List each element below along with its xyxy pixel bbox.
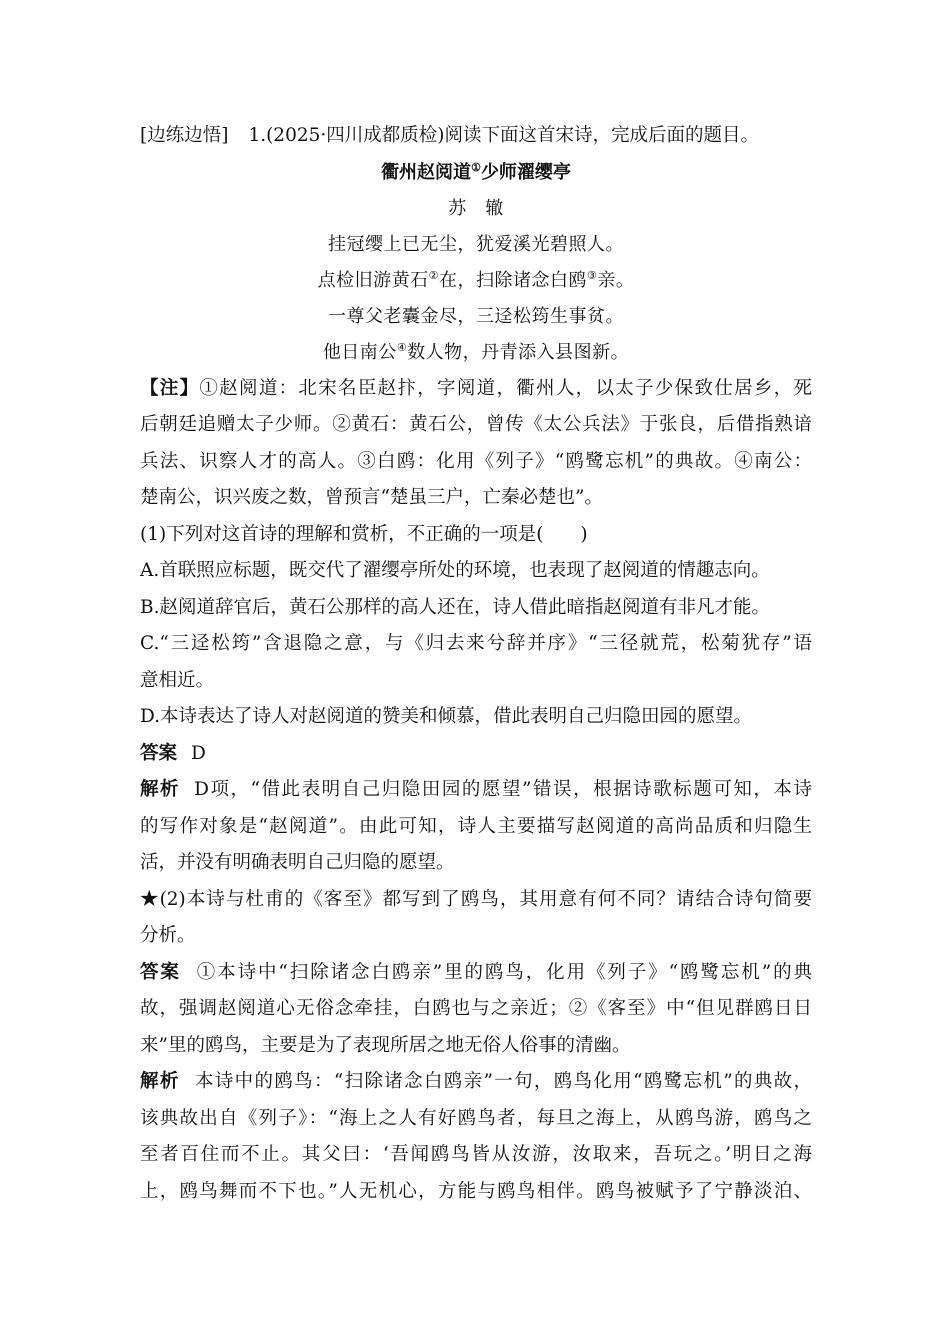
q2-analysis-line-2: 该典故出自《列子》：“海上之人有好鸥鸟者，每旦之海上，从鸥鸟游，鸥鸟之 (140, 1107, 812, 1129)
q1-option-c-line-1: C.“三迳松筠”含退隐之意，与《归去来兮辞并序》“三径就荒，松菊犹存”语 (140, 633, 812, 654)
note-label: 【注】 (140, 377, 200, 399)
q1-option-d: D.本诗表达了诗人对赵阅道的赞美和倾慕，借此表明自己归隐田园的愿望。 (140, 706, 753, 727)
answer-label: 答案 (140, 961, 181, 983)
q1-option-b: B.赵阅道辞官后，黄石公那样的高人还在，诗人借此暗指赵阅道有非凡才能。 (140, 596, 770, 618)
q2-analysis-line-3: 至者百住而不止。其父曰：‘吾闻鸥鸟皆从汝游，汝取来，吾玩之。’明日之海 (140, 1144, 812, 1165)
q1-analysis-line-1: 解析 D项，“借此表明自己归隐田园的愿望”错误，根据诗歌标题可知，本诗 (140, 779, 812, 800)
section-tag: [边练边悟] (140, 125, 229, 146)
q2-answer-line-2: 故，强调赵阅道心无俗念牵挂，白鸥也与之亲近；②《客至》中“但见群鸥日日 (140, 998, 812, 1019)
note-line-1: 【注】①赵阅道：北宋名臣赵抃，字阅道，衢州人，以太子少保致仕居乡，死 (140, 377, 812, 399)
note-line-4: 楚南公，识兴废之数，曾预言“楚虽三户，亡秦必楚也”。 (140, 487, 603, 508)
q2-stem-line-1: ★(2)本诗与杜甫的《客至》都写到了鸥鸟，其用意有何不同？请结合诗句简要 (140, 888, 812, 910)
q2-analysis-line-1: 解析 本诗中的鸥鸟：“扫除诸念白鸥亲”一句，鸥鸟化用“鸥鹭忘机”的典故， (140, 1071, 812, 1092)
analysis-label: 解析 (140, 779, 181, 800)
note-line-3: 兵法、识察人才的高人。③白鸥：化用《列子》“鸥鹭忘机”的典故。④南公： (140, 450, 812, 472)
poem-line-3: 一尊父老囊金尽，三迳松筠生事贫。 (328, 305, 624, 327)
document-page (140, 118, 812, 1210)
q2-stem-line-2: 分析。 (140, 925, 196, 946)
poem-line-1: 挂冠缨上已无尘，犹爱溪光碧照人。 (328, 233, 624, 255)
footnote-marker: ② (428, 268, 439, 282)
note-line-2: 后朝廷追赠太子少师。②黄石：黄石公，曾传《太公兵法》于张良，后借指熟谙 (140, 414, 812, 435)
footnote-marker: ③ (587, 268, 598, 282)
poem-title: 衢州赵阅道①少师濯缨亭 (381, 160, 571, 183)
q1-analysis-line-3: 活，并没有明确表明自己归隐的愿望。 (140, 852, 455, 873)
question-header (140, 118, 812, 155)
footnote-marker: ④ (396, 340, 408, 354)
q2-analysis-line-4: 上，鸥鸟舞而不下也。”人无机心，方能与鸥鸟相伴。鸥鸟被赋予了宁静淡泊、 (140, 1180, 812, 1202)
poem-line-4: 他日南公④数人物，丹青添入县图新。 (322, 340, 630, 363)
footnote-marker: ① (471, 160, 481, 174)
q2-answer-line-1: 答案 ①本诗中“扫除诸念白鸥亲”里的鸥鸟，化用《列子》“鸥鹭忘机”的典 (140, 961, 812, 983)
q1-option-c-line-2: 意相近。 (140, 669, 215, 691)
question-intro: 1.(2025·四川成都质检)阅读下面这首宋诗，完成后面的题目。 (248, 125, 759, 146)
poem-line-2: 点检旧游黄石②在，扫除诸念白鸥③亲。 (317, 268, 635, 291)
analysis-label: 解析 (140, 1071, 180, 1092)
q1-stem: (1)下列对这首诗的理解和赏析，不正确的一项是( ) (140, 523, 588, 545)
q1-analysis-line-2: 的写作对象是“赵阅道”。由此可知，诗人主要描写赵阅道的高尚品质和归隐生 (140, 815, 812, 837)
q2-answer-line-3: 来”里的鸥鸟，主要是为了表现所居之地无俗人俗事的清幽。 (140, 1034, 631, 1056)
answer-value: D (191, 742, 206, 764)
poem-author: 苏 辙 (448, 197, 504, 219)
q1-option-a: A.首联照应标题，既交代了濯缨亭所处的环境，也表现了赵阅道的情趣志向。 (140, 560, 770, 581)
q1-answer (140, 736, 812, 773)
answer-label: 答案 (140, 742, 178, 764)
